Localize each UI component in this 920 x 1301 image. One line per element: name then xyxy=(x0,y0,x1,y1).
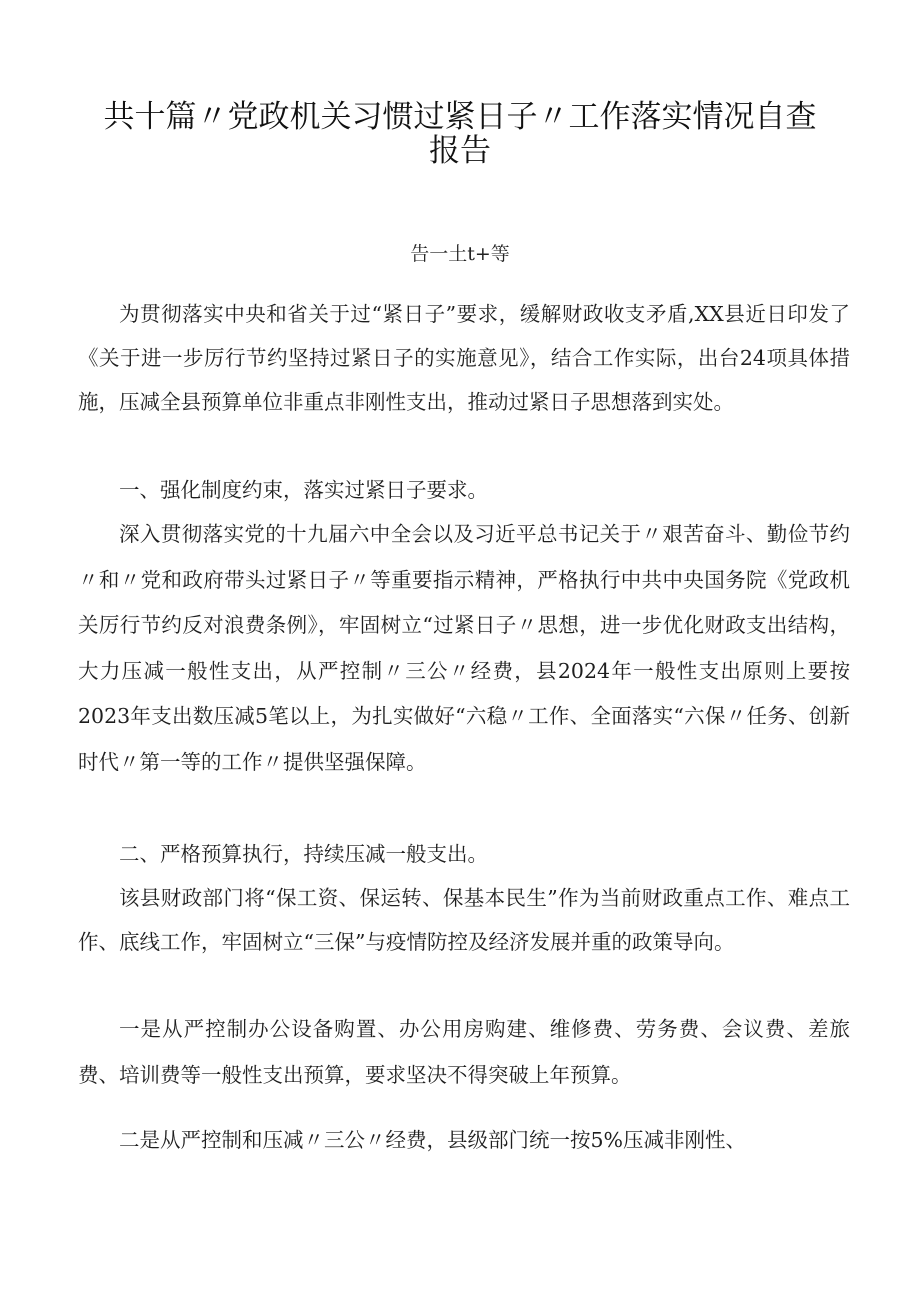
body-paragraph-section-2: 该县财政部门将“保工资、保运转、保基本民生”作为当前财政重点工作、难点工作、底线工作，牢固树立“三保”与疫情防控及经济发展并重的政策导向。 xyxy=(78,886,850,954)
document-title: 共十篇〃党政机关习惯过紧日子〃工作落实情况自查报告 xyxy=(103,99,817,169)
section-heading-2: 二、严格预算执行，持续压减一般支出。 xyxy=(119,842,488,866)
body-paragraph-point-2: 二是从严控制和压减〃三公〃经费，县级部门统一按5%压减非刚性、 xyxy=(119,1128,747,1152)
body-paragraph-intro: 为贯彻落实中央和省关于过“紧日子”要求，缓解财政收支矛盾,XX县近日印发了《关于进一步厉行节约坚持过紧日子的实施意见》，结合工作实际，出台24项具体措施，压减全县预算单位非重点非刚性支出，推动过紧日子思想落到实处。 xyxy=(78,302,850,414)
body-paragraph-point-1: 一是从严控制办公设备购置、办公用房购建、维修费、劳务费、会议费、差旅费、培训费等一般性支出预算，要求坚决不得突破上年预算。 xyxy=(78,1017,850,1087)
document-subtitle: 告一土t+等 xyxy=(410,243,510,265)
section-heading-1: 一、强化制度约束，落实过紧日子要求。 xyxy=(119,478,488,502)
body-paragraph-section-1: 深入贯彻落实党的十九届六中全会以及习近平总书记关于〃艰苦奋斗、勤俭节约〃和〃党和政府带头过紧日子〃等重要指示精神，严格执行中共中央国务院《党政机关厉行节约反对浪费条例》，牢固树立“过紧日子〃思想，进一步优化财政支出结构，大力压减一般性支出，从严控制〃三公〃经费，县2024年一般性支出原则上要按2023年支出数压减5笔以上，为扎实做好“六稳〃工作、全面落实“六保〃任务、创新时代〃第一等的工作〃提供坚强保障。 xyxy=(78,522,850,774)
